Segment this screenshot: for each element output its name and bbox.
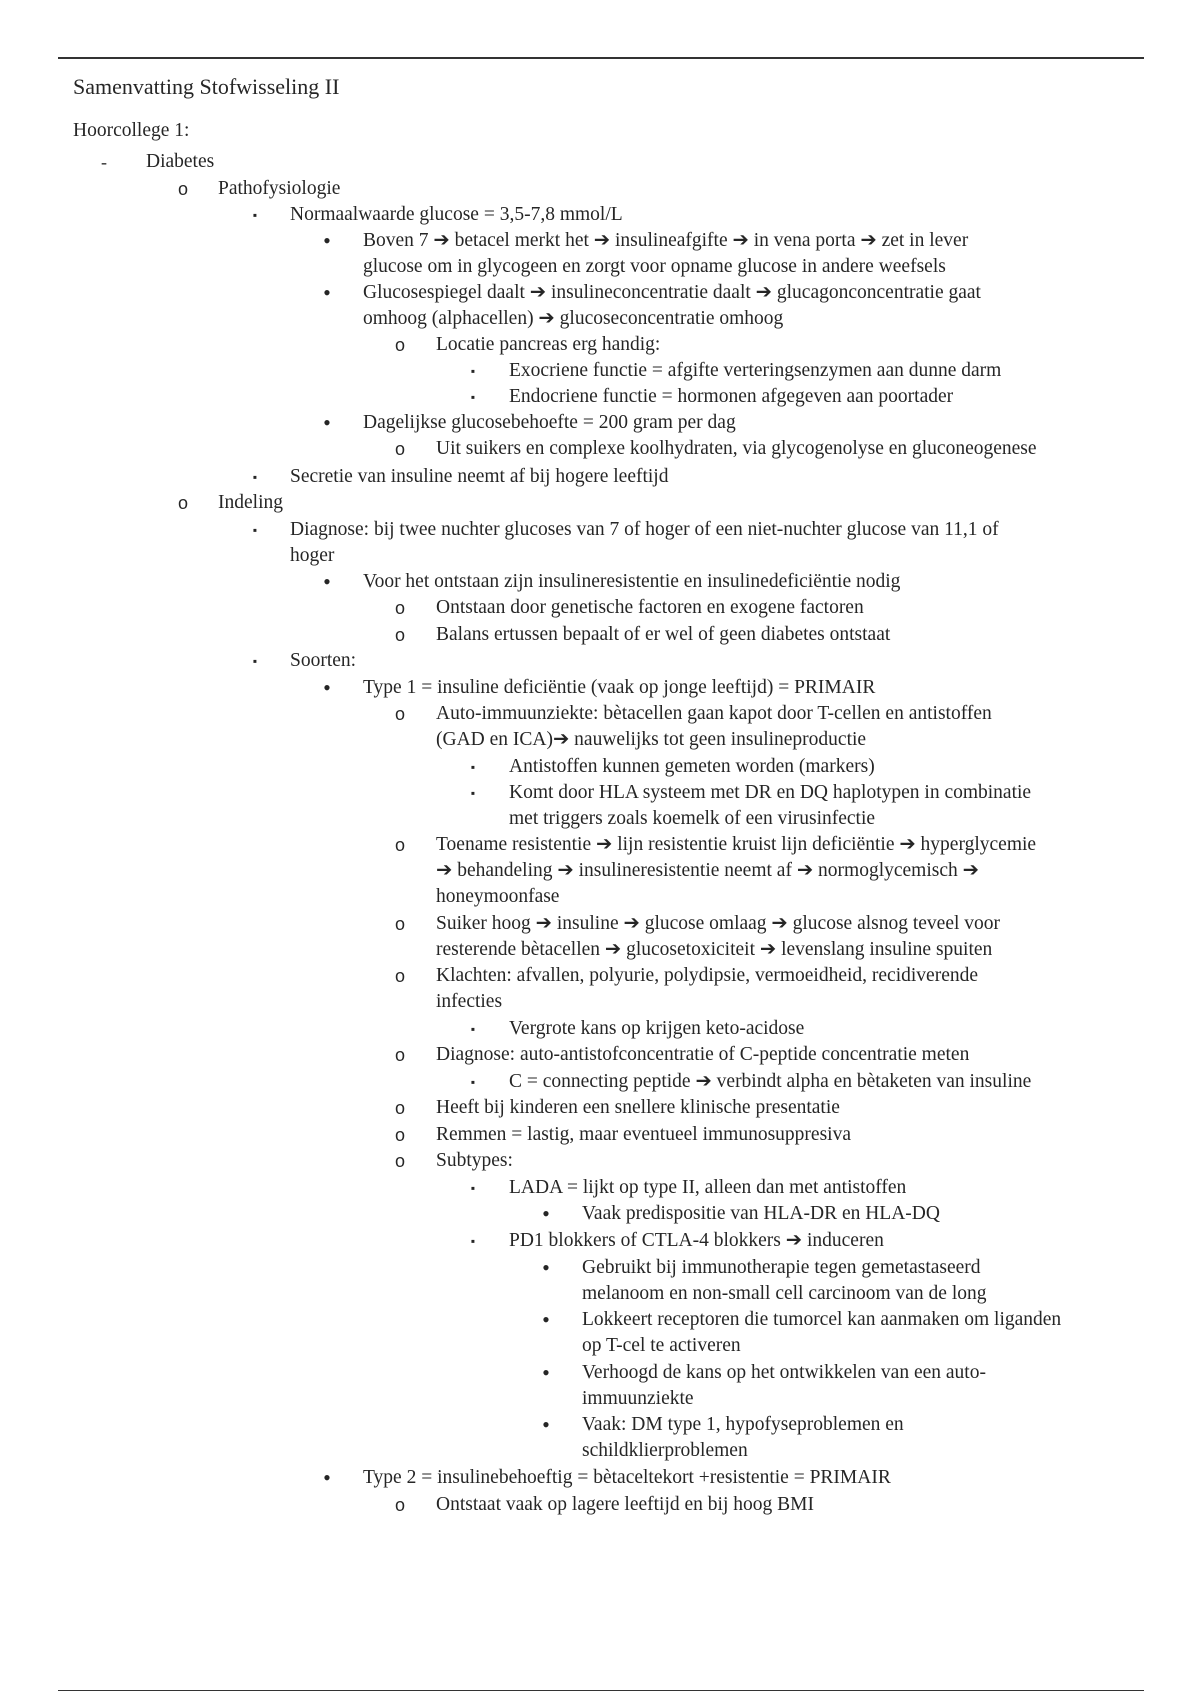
- list-item-text: Type 1 = insuline deficiëntie (vaak op jonge leeftijd) = PRIMAIR: [363, 677, 876, 698]
- bullet-marker: o: [394, 335, 405, 355]
- bullet-marker: •: [323, 569, 331, 594]
- list-item-text: ➔ behandeling ➔ insulineresistentie neemt af ➔ normoglycemisch ➔: [436, 860, 979, 881]
- list-item-text: Gebruikt bij immunotherapie tegen gemetastaseerd: [582, 1257, 981, 1278]
- list-item-text: Endocriene functie = hormonen afgegeven aan poortader: [509, 386, 954, 407]
- list-item-text: Dagelijkse glucosebehoefte = 200 gram per dag: [363, 412, 736, 433]
- list-item-text: hoger: [290, 545, 335, 566]
- list-item-text: Normaalwaarde glucose = 3,5-7,8 mmol/L: [290, 204, 623, 225]
- list-item-text: immuunziekte: [582, 1388, 694, 1409]
- bullet-marker: ▪: [470, 760, 476, 774]
- list-item-text: Type 2 = insulinebehoeftig = bètaceltekort +resistentie = PRIMAIR: [363, 1467, 891, 1488]
- list-item-text: infecties: [436, 991, 503, 1012]
- list-item-text: Heeft bij kinderen een snellere klinische presentatie: [436, 1097, 840, 1118]
- bullet-marker: o: [394, 1125, 405, 1145]
- list-item-text: Balans ertussen bepaalt of er wel of geen diabetes ontstaat: [436, 624, 891, 645]
- list-item-text: Klachten: afvallen, polyurie, polydipsie, vermoeidheid, recidiverende: [436, 965, 979, 986]
- list-item-text: Ontstaan door genetische factoren en exogene factoren: [436, 597, 864, 618]
- bullet-marker: •: [323, 280, 331, 305]
- list-item-text: Diabetes: [146, 151, 215, 172]
- list-item-text: C = connecting peptide ➔ verbindt alpha en bètaketen van insuline: [509, 1071, 1032, 1092]
- bullet-marker: ▪: [470, 1234, 476, 1248]
- list-item-text: LADA = lijkt op type II, alleen dan met antistoffen: [509, 1177, 907, 1198]
- bullet-marker: ▪: [470, 786, 476, 800]
- list-item-text: schildklierproblemen: [582, 1440, 748, 1461]
- bullet-marker: o: [177, 179, 188, 199]
- bullet-marker: ▪: [470, 1075, 476, 1089]
- list-item-text: Vaak predispositie van HLA-DR en HLA-DQ: [582, 1203, 940, 1224]
- list-item-text: glucose om in glycogeen en zorgt voor opname glucose in andere weefsels: [363, 256, 946, 277]
- bullet-marker: •: [323, 675, 331, 700]
- document-subtitle: Hoorcollege 1:: [73, 120, 190, 141]
- bullet-marker: o: [394, 835, 405, 855]
- bullet-marker: •: [542, 1412, 550, 1437]
- list-item-text: PD1 blokkers of CTLA-4 blokkers ➔ induceren: [509, 1230, 884, 1251]
- list-item-text: Uit suikers en complexe koolhydraten, via glycogenolyse en gluconeogenese: [436, 438, 1037, 459]
- list-item-text: Secretie van insuline neemt af bij hogere leeftijd: [290, 466, 669, 487]
- bullet-marker: -: [101, 152, 107, 172]
- list-item-text: Pathofysiologie: [218, 178, 341, 199]
- bullet-marker: ▪: [252, 523, 258, 537]
- list-item-text: Auto-immuunziekte: bètacellen gaan kapot door T-cellen en antistoffen: [436, 703, 992, 724]
- list-item-text: resterende bètacellen ➔ glucosetoxiciteit ➔ levenslang insuline spuiten: [436, 939, 993, 960]
- list-item-text: Voor het ontstaan zijn insulineresistentie en insulinedeficiëntie nodig: [363, 571, 901, 592]
- list-item-text: op T-cel te activeren: [582, 1335, 741, 1356]
- list-item-text: Komt door HLA systeem met DR en DQ haplotypen in combinatie: [509, 782, 1032, 803]
- list-item-text: Diagnose: auto-antistofconcentratie of C-peptide concentratie meten: [436, 1044, 970, 1065]
- list-item-text: Toename resistentie ➔ lijn resistentie kruist lijn deficiëntie ➔ hyperglycemie: [436, 834, 1037, 855]
- list-item-text: honeymoonfase: [436, 886, 560, 907]
- bullet-marker: o: [394, 1495, 405, 1515]
- list-item-text: Vergrote kans op krijgen keto-acidose: [509, 1018, 805, 1039]
- bullet-marker: o: [394, 625, 405, 645]
- list-item-text: Suiker hoog ➔ insuline ➔ glucose omlaag ➔ glucose alsnog teveel voor: [436, 913, 1001, 934]
- bullet-marker: o: [394, 1098, 405, 1118]
- bullet-marker: o: [394, 439, 405, 459]
- list-item-text: Remmen = lastig, maar eventueel immunosuppresiva: [436, 1124, 851, 1145]
- bullet-marker: o: [177, 493, 188, 513]
- bullet-marker: •: [542, 1360, 550, 1385]
- list-item-text: omhoog (alphacellen) ➔ glucoseconcentratie omhoog: [363, 308, 784, 329]
- list-item-text: Soorten:: [290, 650, 357, 671]
- bullet-marker: o: [394, 966, 405, 986]
- list-item-text: Exocriene functie = afgifte verteringsenzymen aan dunne darm: [509, 360, 1002, 381]
- bullet-marker: o: [394, 704, 405, 724]
- list-item-text: Vaak: DM type 1, hypofyseproblemen en: [582, 1414, 904, 1435]
- bullet-marker: o: [394, 914, 405, 934]
- footer-rule: [58, 1690, 1144, 1691]
- list-item-text: met triggers zoals koemelk of een virusinfectie: [509, 808, 876, 829]
- list-item-text: Indeling: [218, 492, 283, 513]
- list-item-text: Subtypes:: [436, 1150, 513, 1171]
- document-title: Samenvatting Stofwisseling II: [73, 74, 340, 99]
- list-item-text: (GAD en ICA)➔ nauwelijks tot geen insulineproductie: [436, 729, 867, 750]
- list-item-text: Verhoogd de kans op het ontwikkelen van een auto-: [582, 1362, 986, 1383]
- list-item-text: Boven 7 ➔ betacel merkt het ➔ insulineafgifte ➔ in vena porta ➔ zet in lever: [363, 230, 969, 251]
- bullet-marker: ▪: [470, 364, 476, 378]
- list-item-text: Glucosespiegel daalt ➔ insulineconcentratie daalt ➔ glucagonconcentratie gaat: [363, 282, 981, 303]
- bullet-marker: •: [542, 1255, 550, 1280]
- bullet-marker: •: [542, 1307, 550, 1332]
- list-item-text: melanoom en non-small cell carcinoom van de long: [582, 1283, 987, 1304]
- bullet-marker: ▪: [470, 390, 476, 404]
- bullet-marker: o: [394, 598, 405, 618]
- bullet-marker: ▪: [252, 208, 258, 222]
- bullet-marker: ▪: [470, 1022, 476, 1036]
- bullet-marker: •: [323, 1465, 331, 1490]
- list-item-text: Lokkeert receptoren die tumorcel kan aanmaken om liganden: [582, 1309, 1062, 1330]
- bullet-marker: •: [323, 228, 331, 253]
- bullet-marker: •: [542, 1201, 550, 1226]
- list-item-text: Ontstaat vaak op lagere leeftijd en bij hoog BMI: [436, 1494, 814, 1515]
- bullet-marker: •: [323, 410, 331, 435]
- list-item-text: Diagnose: bij twee nuchter glucoses van 7 of hoger of een niet-nuchter glucose van 11,1 of: [290, 519, 999, 540]
- list-item-text: Locatie pancreas erg handig:: [436, 334, 661, 355]
- bullet-marker: o: [394, 1151, 405, 1171]
- header-rule: [58, 57, 1144, 59]
- bullet-marker: ▪: [470, 1181, 476, 1195]
- list-item-text: Antistoffen kunnen gemeten worden (markers): [509, 756, 875, 777]
- bullet-marker: ▪: [252, 654, 258, 668]
- bullet-marker: ▪: [252, 470, 258, 484]
- bullet-marker: o: [394, 1045, 405, 1065]
